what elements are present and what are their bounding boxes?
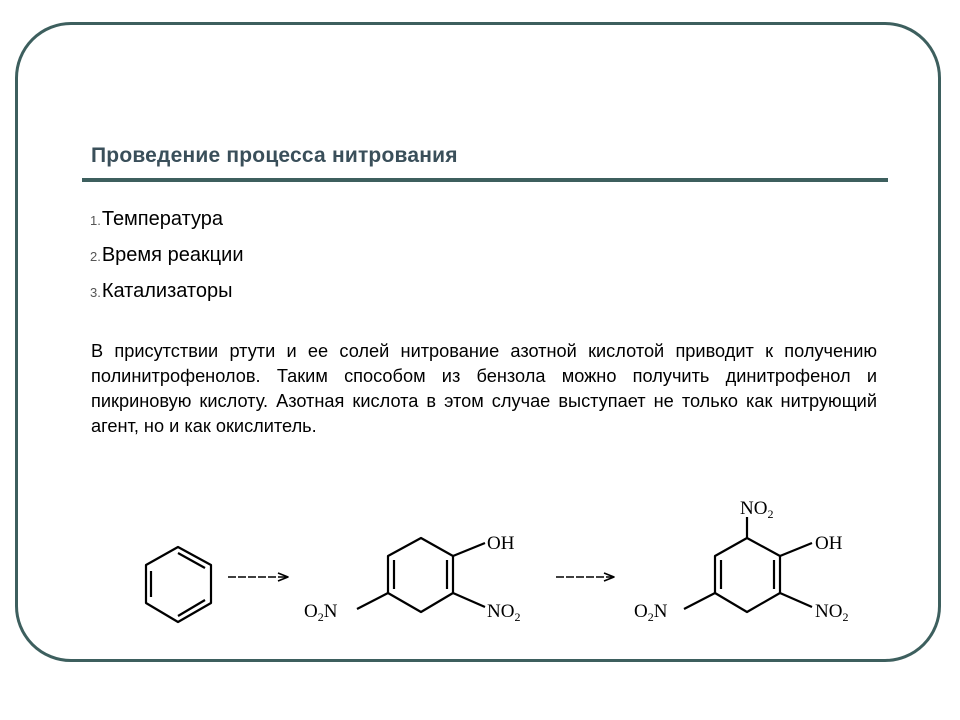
list-item	[90, 239, 243, 275]
slide-title: Проведение процесса нитрования	[91, 144, 458, 167]
reaction-arrow-1	[228, 573, 288, 581]
list-label: Катализаторы	[101, 280, 233, 302]
list-number: 2.	[90, 249, 101, 264]
factor-list	[90, 203, 243, 311]
benzene-ring	[146, 547, 211, 622]
no2-label: $NO_2$	[487, 601, 521, 624]
list-label: Температура	[101, 208, 223, 230]
list-item	[90, 203, 243, 239]
picric-acid-ring	[684, 517, 812, 612]
oh-label: OH	[815, 533, 843, 554]
o2n-label: $O_2N$	[634, 601, 668, 624]
list-number: 1.	[90, 213, 101, 228]
list-label: Время реакции	[101, 244, 244, 266]
reaction-arrow-2	[556, 573, 614, 581]
no2-top-label: $NO_2$	[740, 498, 774, 521]
list-number: 3.	[90, 285, 101, 300]
list-item	[90, 275, 243, 311]
title-underline	[82, 178, 888, 182]
body-paragraph: В присутствии ртути и ее солей нитрование азотной кислотой приводит к получению полинитрофенолов. Таким способом из бензола можно получить динитрофенол и пикриновую кислоту. Азотная кислота в этом случае выступает не только как нитрующий агент, но и как окислитель.	[91, 341, 877, 436]
oh-label: OH	[487, 533, 515, 554]
reaction-scheme	[0, 485, 960, 645]
dinitrophenol-ring	[357, 538, 485, 612]
no2-label: $NO_2$	[815, 601, 849, 624]
o2n-label: $O_2N$	[304, 601, 338, 624]
